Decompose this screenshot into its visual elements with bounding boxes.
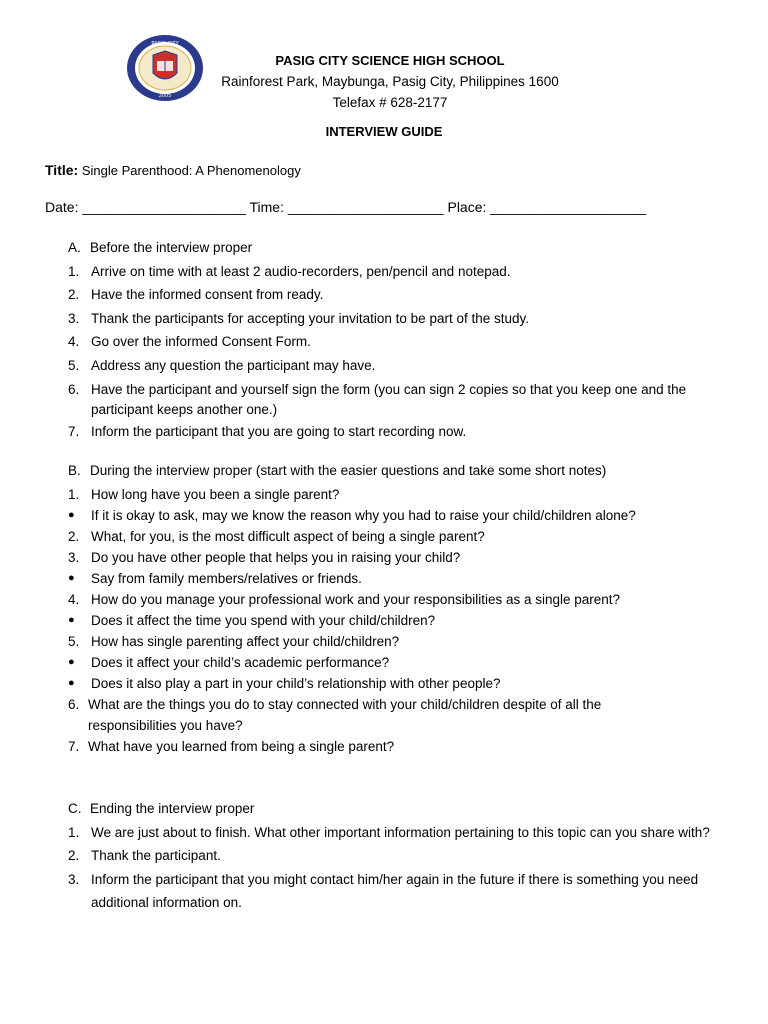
section-letter: B.	[68, 463, 81, 478]
list-item: 3. Do you have other people that helps you in raising your child?	[68, 550, 461, 565]
section-a-list	[68, 260, 718, 444]
list-item: 1. We are just about to finish. What other important information pertaining to this topic can you share with?	[68, 824, 710, 840]
bullet-icon: ●	[68, 614, 75, 626]
list-item: 7. Inform the participant that you are going to start recording now.	[68, 424, 467, 439]
section-b-list	[68, 484, 718, 757]
sub-bullet-item: ● If it is okay to ask, may we know the reason why you had to raise your child/children alone?	[68, 505, 718, 526]
list-item: 1. How long have you been a single parent?	[68, 487, 340, 502]
sub-bullet-item: ● Say from family members/relatives or friends.	[68, 568, 718, 589]
section-c	[68, 797, 718, 915]
school-address: Rainforest Park, Maybunga, Pasig City, Philippines 1600	[221, 74, 559, 89]
list-item: 6. Have the participant and yourself sign the form (you can sign 2 copies so that you keep one and the participant keeps another one.)	[68, 382, 687, 417]
study-title-line	[45, 162, 301, 178]
list-item: 6. What are the things you do to stay connected with your child/children despite of all the responsibilities you have?	[68, 697, 602, 733]
letterhead	[190, 50, 590, 113]
list-item: 1. Arrive on time with at least 2 audio-recorders, pen/pencil and notepad.	[68, 263, 511, 279]
list-item: 4. Go over the informed Consent Form.	[68, 334, 311, 349]
section-letter: A.	[68, 240, 81, 255]
section-c-list	[68, 821, 718, 915]
bullet-icon: ●	[68, 509, 75, 521]
document-title: INTERVIEW GUIDE	[325, 124, 443, 139]
svg-text:PASIG CITY: PASIG CITY	[151, 41, 179, 47]
section-heading	[68, 460, 718, 481]
sub-bullet-item: ● Does it also play a part in your child’s relationship with other people?	[68, 673, 718, 694]
sub-bullet-item: ● Does it affect the time you spend with your child/children?	[68, 610, 718, 631]
list-item: 7. What have you learned from being a single parent?	[68, 739, 395, 754]
list-item: 5. Address any question the participant may have.	[68, 357, 376, 373]
list-item: 4. How do you manage your professional work and your responsibilities as a single parent?	[68, 592, 621, 607]
list-item: 2. Have the informed consent from ready.	[68, 287, 324, 302]
bullet-icon: ●	[68, 572, 75, 584]
list-item: 2. Thank the participant.	[68, 848, 221, 863]
bullet-icon: ●	[68, 656, 75, 668]
school-name: PASIG CITY SCIENCE HIGH SCHOOL	[275, 53, 505, 68]
bullet-icon: ●	[68, 677, 75, 689]
sub-bullet-item: ● Does it affect your child’s academic performance?	[68, 652, 718, 673]
section-heading	[68, 797, 718, 821]
list-item: 3. Inform the participant that you might contact him/her again in the future if there is something you need additional information on.	[68, 871, 699, 910]
section-letter: C.	[68, 801, 82, 816]
school-telefax: Telefax # 628-2177	[332, 95, 448, 110]
section-heading-text: Ending the interview proper	[90, 801, 255, 816]
study-title: Single Parenthood: A Phenomenology	[81, 163, 301, 178]
section-heading-text: During the interview proper (start with the easier questions and take some short notes)	[90, 463, 607, 478]
section-heading-text: Before the interview proper	[90, 240, 253, 255]
list-item: 5. How has single parenting affect your child/children?	[68, 634, 400, 649]
svg-text:2005: 2005	[158, 93, 172, 99]
date-time-place-line: Date: _____________________ Time: ____________________ Place: ____________________	[45, 199, 647, 215]
list-item: 2. What, for you, is the most difficult aspect of being a single parent?	[68, 529, 485, 544]
section-a	[68, 236, 718, 444]
section-b	[68, 460, 718, 757]
title-label: Title:	[45, 162, 79, 178]
section-heading	[68, 236, 718, 260]
list-item: 3. Thank the participants for accepting your invitation to be part of the study.	[68, 310, 529, 326]
